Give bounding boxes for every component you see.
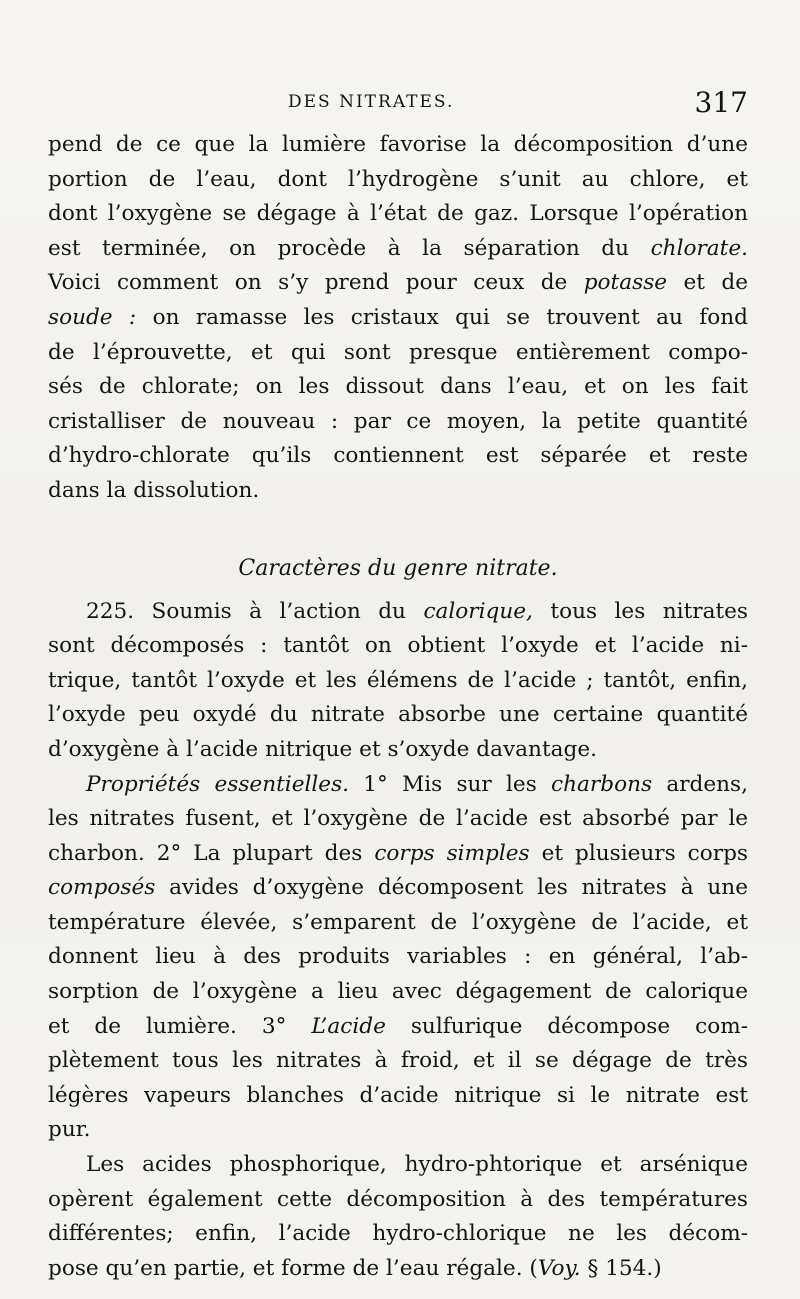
text-line xyxy=(48,1010,748,1045)
text-line xyxy=(48,266,748,301)
text-line xyxy=(48,1217,748,1252)
text-run: donnent lieu à des produits variables : en général, l’ab- xyxy=(48,944,748,970)
text-line xyxy=(48,1113,748,1148)
text-line xyxy=(48,405,748,440)
text-run: sorption de l’oxygène a lieu avec dégagement de calorique xyxy=(48,979,748,1005)
text-line xyxy=(48,906,748,941)
paragraph-4 xyxy=(48,1148,748,1286)
text-run: Les acides phosphorique, hydro-phtorique et arsénique xyxy=(86,1152,748,1178)
paragraph-spacer xyxy=(48,509,748,539)
text-run: dont l’oxygène se dégage à l’état de gaz. Lorsque l’opération xyxy=(48,201,748,227)
italic-text: potasse xyxy=(583,270,668,296)
text-run: pose qu’en partie, et forme de l’eau régale. ( xyxy=(48,1255,538,1281)
italic-text: charbons xyxy=(551,771,653,797)
text-line xyxy=(48,733,748,768)
text-line xyxy=(48,439,748,474)
running-head xyxy=(48,86,748,126)
section-heading: Caractères du genre nitrate. xyxy=(238,555,558,581)
text-run: sés de chlorate; on les dissout dans l’eau, et on les fait xyxy=(48,374,748,400)
text-run: opèrent également cette décomposition à des températures xyxy=(48,1186,748,1212)
italic-text: chlorate. xyxy=(650,235,748,261)
text-run: Voici comment on s’y prend pour ceux de xyxy=(48,270,584,296)
text-line xyxy=(48,301,748,336)
paragraph-1 xyxy=(48,128,748,509)
text-run: et de lumière. 3° xyxy=(48,1013,312,1039)
text-line xyxy=(48,1148,748,1183)
text-body xyxy=(48,128,748,1286)
text-run: pend de ce que la lumière favorise la décomposition d’une xyxy=(48,132,748,157)
italic-text: soude : xyxy=(48,304,137,330)
text-line xyxy=(48,595,748,630)
text-line xyxy=(48,197,748,232)
text-line xyxy=(48,975,748,1010)
text-line xyxy=(48,1044,748,1079)
text-run: sulfurique décompose com- xyxy=(385,1013,748,1039)
text-line xyxy=(48,698,748,733)
text-run: pur. xyxy=(48,1117,91,1143)
text-line xyxy=(48,871,748,906)
text-line xyxy=(48,163,748,198)
text-line xyxy=(48,629,748,664)
text-run: trique, tantôt l’oxyde et les élémens de l’acide ; tantôt, enfin, xyxy=(48,667,748,693)
text-run: § 154.) xyxy=(580,1255,662,1281)
text-run: est terminée, on procède à la séparation du xyxy=(48,235,651,261)
text-run: et de xyxy=(667,270,748,296)
text-run: et plusieurs corps xyxy=(529,840,748,866)
text-run: les nitrates fusent, et l’oxygène de l’acide est absorbé par le xyxy=(48,806,748,832)
text-run: 1° Mis sur les xyxy=(349,771,552,797)
paragraph-3 xyxy=(48,768,748,1149)
italic-text: calorique, xyxy=(423,598,533,624)
text-run: sont décomposés : tantôt on obtient l’oxyde et l’acide ni- xyxy=(48,633,748,659)
text-run: 225. Soumis à l’action du xyxy=(86,598,424,624)
paragraph-2 xyxy=(48,595,748,768)
italic-text: composés xyxy=(48,875,156,901)
text-run: charbon. 2° La plupart des xyxy=(48,840,375,866)
italic-text: L’acide xyxy=(311,1013,386,1039)
page-number: 317 xyxy=(694,86,748,119)
text-run: portion de l’eau, dont l’hydrogène s’unit au chlore, et xyxy=(48,166,748,192)
text-line xyxy=(48,664,748,699)
text-line xyxy=(48,370,748,405)
text-line xyxy=(48,1079,748,1114)
text-line xyxy=(48,336,748,371)
text-run: légères vapeurs blanches d’acide nitrique si le nitrate est xyxy=(48,1082,748,1108)
text-run: dans la dissolution. xyxy=(48,477,260,503)
text-line xyxy=(48,1183,748,1218)
running-title: DES NITRATES. xyxy=(288,92,455,112)
text-run: différentes; enfin, l’acide hydro-chlorique ne les décom- xyxy=(48,1221,748,1247)
text-line xyxy=(48,128,748,163)
text-run: avides d’oxygène décomposent les nitrates à une xyxy=(155,875,748,901)
text-run: cristalliser de nouveau : par ce moyen, la petite quantité xyxy=(48,408,748,434)
text-run: tous les nitrates xyxy=(532,598,748,624)
text-line xyxy=(48,802,748,837)
text-run: d’oxygène à l’acide nitrique et s’oxyde davantage. xyxy=(48,736,597,762)
text-run: ardens, xyxy=(652,771,748,797)
italic-text: Propriétés essentielles. xyxy=(86,771,350,797)
text-run: température élevée, s’emparent de l’oxygène de l’acide, et xyxy=(48,909,748,935)
text-line xyxy=(48,474,748,509)
italic-text: corps simples xyxy=(374,840,530,866)
text-run: on ramasse les cristaux qui se trouvent au fond xyxy=(136,304,749,330)
text-line xyxy=(48,232,748,267)
text-line xyxy=(48,768,748,803)
text-run: l’oxyde peu oxydé du nitrate absorbe une certaine quantité xyxy=(48,702,748,728)
text-line xyxy=(48,837,748,872)
text-run: d’hydro-chlorate qu’ils contiennent est séparée et reste xyxy=(48,443,748,469)
text-line xyxy=(48,1252,748,1287)
text-line xyxy=(48,940,748,975)
text-run: de l’éprouvette, et qui sont presque entièrement compo- xyxy=(48,339,748,365)
text-run: plètement tous les nitrates à froid, et il se dégage de très xyxy=(48,1048,748,1074)
italic-text: Voy. xyxy=(537,1255,581,1281)
